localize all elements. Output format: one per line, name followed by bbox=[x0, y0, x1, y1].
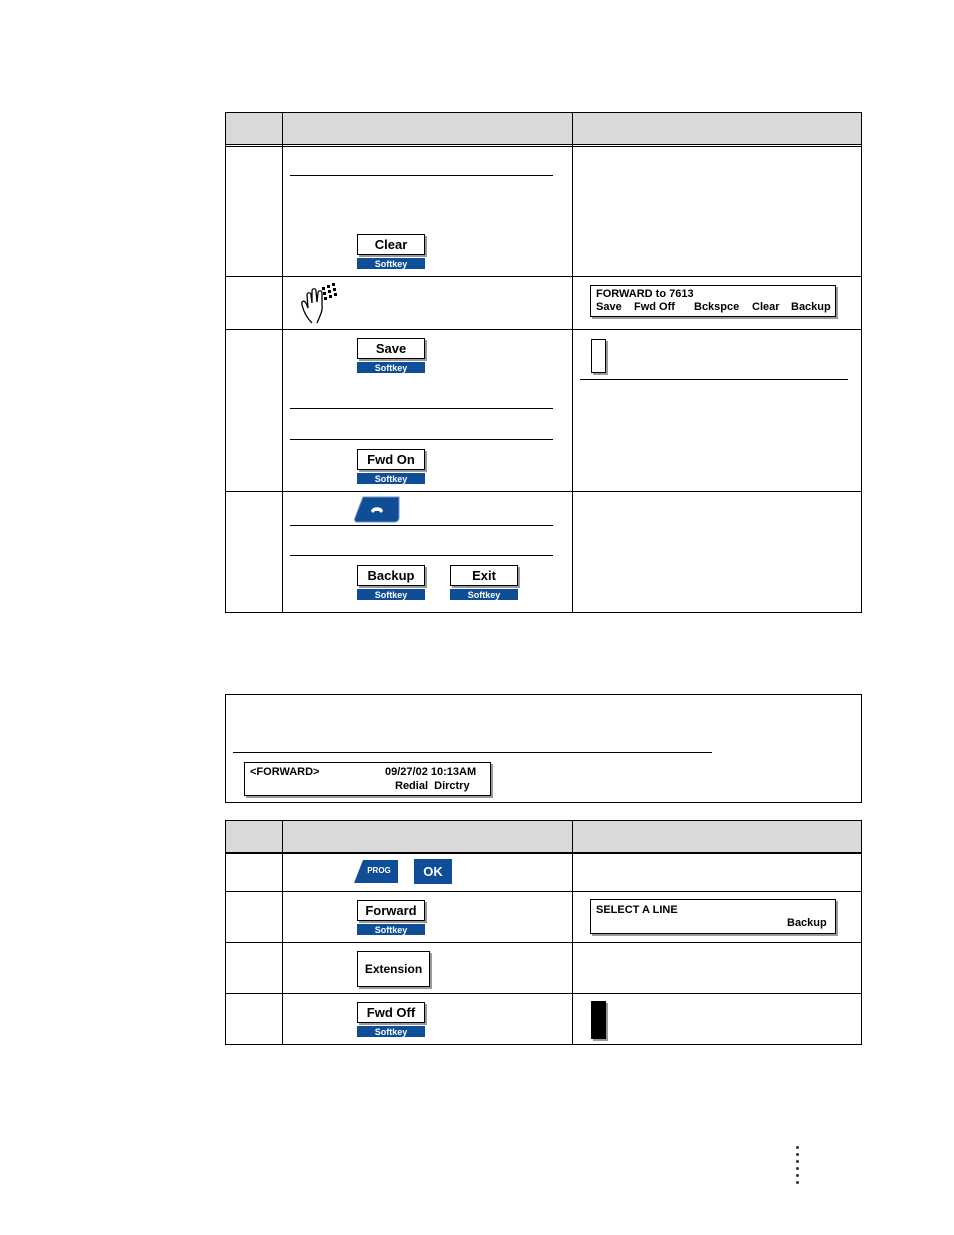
lcd-softkey-clear: Clear bbox=[752, 301, 780, 313]
softkey-label: Fwd Off bbox=[357, 1002, 425, 1023]
table-header bbox=[226, 113, 861, 145]
keypad-finger-icon bbox=[298, 281, 340, 325]
lcd-softkeys: Redial Dirctry bbox=[395, 780, 470, 792]
softkey-label: Backup bbox=[357, 565, 425, 586]
softkey-caption: Softkey bbox=[450, 589, 518, 600]
lcd-line-1: FORWARD to 7613 bbox=[596, 288, 694, 300]
lcd-line-1: SELECT A LINE bbox=[596, 904, 678, 916]
lcd-softkey-bckspce: Bckspce bbox=[694, 301, 740, 313]
page-margin-dots bbox=[796, 1146, 799, 1188]
lcd-select-line-display bbox=[590, 899, 836, 934]
softkey-caption: Softkey bbox=[357, 589, 425, 600]
lcd-softkey-fwd-off: Fwd Off bbox=[634, 301, 675, 313]
forward-softkey[interactable] bbox=[357, 900, 425, 935]
softkey-caption: Softkey bbox=[357, 1026, 425, 1037]
lcd-idle-display bbox=[244, 762, 491, 796]
softkey-label: Fwd On bbox=[357, 449, 425, 470]
lcd-mode: <FORWARD> bbox=[250, 766, 320, 778]
prog-key[interactable] bbox=[353, 859, 399, 884]
fwd-on-softkey[interactable] bbox=[357, 449, 425, 484]
lcd-datetime: 09/27/02 10:13AM bbox=[385, 766, 477, 778]
procedure-table-1 bbox=[225, 112, 862, 613]
softkey-caption: Softkey bbox=[357, 473, 425, 484]
ok-key-icon: OK bbox=[423, 864, 443, 879]
clear-softkey[interactable] bbox=[357, 234, 425, 269]
empty-display-cursor bbox=[591, 339, 606, 373]
softkey-caption: Softkey bbox=[357, 258, 425, 269]
table-header bbox=[226, 821, 861, 853]
backup-softkey[interactable] bbox=[357, 565, 425, 600]
softkey-caption: Softkey bbox=[357, 362, 425, 373]
speaker-handset-key-icon[interactable] bbox=[353, 496, 401, 523]
exit-softkey[interactable] bbox=[450, 565, 518, 600]
softkey-label: Forward bbox=[357, 900, 425, 921]
ok-key[interactable] bbox=[414, 859, 452, 884]
softkey-label: Save bbox=[357, 338, 425, 359]
lcd-softkey-backup: Backup bbox=[791, 301, 831, 313]
softkey-caption: Softkey bbox=[357, 924, 425, 935]
lcd-forward-display bbox=[590, 285, 836, 317]
save-softkey[interactable] bbox=[357, 338, 425, 373]
lcd-softkey-save: Save bbox=[596, 301, 622, 313]
fwd-off-softkey[interactable] bbox=[357, 1002, 425, 1037]
extension-button[interactable] bbox=[357, 951, 430, 987]
prog-key-label: PROG bbox=[367, 866, 391, 875]
softkey-label: Exit bbox=[450, 565, 518, 586]
lcd-softkey-backup: Backup bbox=[787, 917, 827, 929]
extension-label: Extension bbox=[364, 962, 423, 976]
softkey-label: Clear bbox=[357, 234, 425, 255]
filled-display-cursor bbox=[591, 1001, 606, 1039]
